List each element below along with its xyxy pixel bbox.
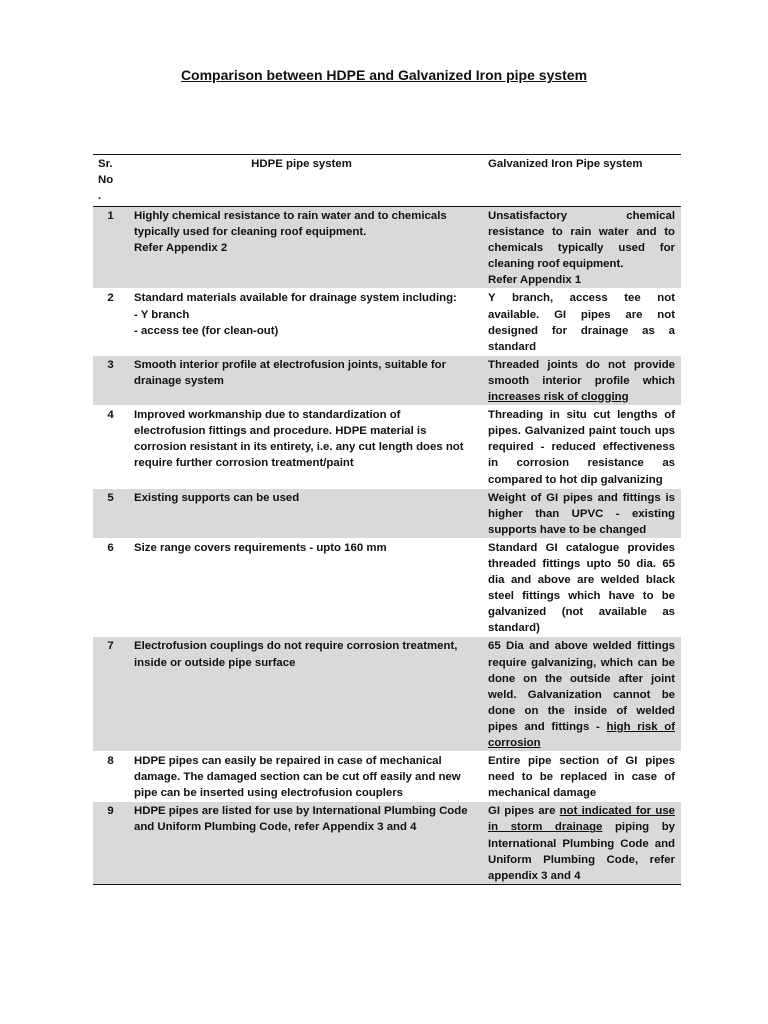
hdpe-text: Highly chemical resistance to rain water and to chemicals typically used for cleaning roof equipment.: [134, 210, 447, 239]
table-row: [93, 538, 681, 637]
hdpe-reference: Refer Appendix 2: [134, 242, 228, 255]
table-row: [93, 406, 681, 488]
row-number: 5: [93, 488, 128, 538]
hdpe-text: Standard materials available for drainage system including:: [134, 292, 457, 305]
table-row: [93, 802, 681, 884]
hdpe-cell: Electrofusion couplings do not require corrosion treatment, inside or outside pipe surface: [128, 637, 483, 752]
row-number: 1: [93, 207, 128, 289]
row-number: 8: [107, 755, 114, 768]
table-row: [93, 355, 681, 405]
row-number: 4: [107, 409, 114, 422]
hdpe-cell: [128, 207, 483, 289]
gi-cell: [483, 802, 681, 884]
table-row: [93, 488, 681, 538]
comparison-table: [93, 154, 681, 885]
row-number: 9: [93, 802, 128, 884]
hdpe-list-item: - Y branch: [134, 308, 190, 321]
gi-text: GI pipes are: [488, 805, 556, 818]
header-row: [93, 155, 681, 207]
gi-cell: Threading in situ cut lengths of pipes. Galvanized paint touch ups required - reduced effectiveness in corrosion resistance as compared to hot dip galvanizing: [488, 409, 675, 486]
hdpe-cell: Smooth interior profile at electrofusion joints, suitable for drainage system: [128, 355, 483, 405]
hdpe-cell: HDPE pipes can easily be repaired in case of mechanical damage. The damaged section can be cut off easily and new pipe can be inserted using electrofusion couplers: [134, 755, 461, 800]
header-gi: Galvanized Iron Pipe system: [488, 158, 643, 170]
hdpe-list-item: - access tee (for clean-out): [134, 324, 279, 337]
gi-underlined-text: increases risk of clogging: [488, 391, 629, 404]
row-number: 2: [107, 292, 114, 305]
gi-text: Threaded joints do not provide smooth interior profile which: [488, 358, 675, 387]
header-hdpe: HDPE pipe system: [251, 158, 352, 170]
gi-cell: Entire pipe section of GI pipes need to be replaced in case of mechanical damage: [488, 755, 675, 800]
gi-text: 65 Dia and above welded fittings require galvanizing, which can be done on the outside after joint weld. Galvanization cannot be done on the inside of welded pipes and fittings -: [488, 640, 675, 733]
header-sr-no: [93, 155, 128, 207]
hdpe-cell: Existing supports can be used: [128, 488, 483, 538]
hdpe-cell: [128, 289, 483, 355]
row-number: 7: [93, 637, 128, 752]
table-row: [93, 752, 681, 802]
gi-cell: Y branch, access tee not available. GI pipes are not designed for drainage as a standard: [488, 292, 675, 353]
table-row: [93, 637, 681, 752]
gi-underlined-text: high risk of corrosion: [488, 720, 675, 749]
row-number: 6: [107, 541, 114, 554]
gi-cell: [483, 355, 681, 405]
row-number: 3: [93, 355, 128, 405]
header-sr-no-label: Sr. No .: [98, 158, 114, 202]
hdpe-cell: Improved workmanship due to standardization of electrofusion fittings and procedure. HDPE material is corrosion resistant in its entirety, i.e. any cut length does not require further corrosion treatment/paint: [134, 409, 464, 470]
page-title: [0, 67, 768, 83]
gi-text: Unsatisfactory chemical resistance to rain water and to chemicals typically used for cleaning roof equipment.: [488, 210, 675, 271]
hdpe-cell: Size range covers requirements - upto 160 mm: [134, 541, 387, 554]
gi-text: piping by International Plumbing Code and Uniform Plumbing Code, refer appendix 3 and 4: [488, 821, 675, 882]
gi-cell: Weight of GI pipes and fittings is higher than UPVC - existing supports have to be changed: [483, 488, 681, 538]
table-row: [93, 289, 681, 355]
table-body: [93, 207, 681, 885]
gi-cell: [483, 207, 681, 289]
gi-cell: Standard GI catalogue provides threaded fittings upto 50 dia. 65 dia and above are welded black steel fittings which have to be galvanized (not available as standard): [488, 541, 675, 635]
gi-underlined-text: not indicated for use in storm drainage: [488, 805, 675, 834]
table-header: [93, 155, 681, 207]
gi-cell: [483, 637, 681, 752]
table-row: [93, 207, 681, 289]
hdpe-cell: HDPE pipes are listed for use by International Plumbing Code and Uniform Plumbing Code, refer Appendix 3 and 4: [128, 802, 483, 884]
gi-reference: Refer Appendix 1: [488, 274, 582, 287]
page-title-text: Comparison between HDPE and Galvanized Iron pipe system: [180, 67, 588, 83]
